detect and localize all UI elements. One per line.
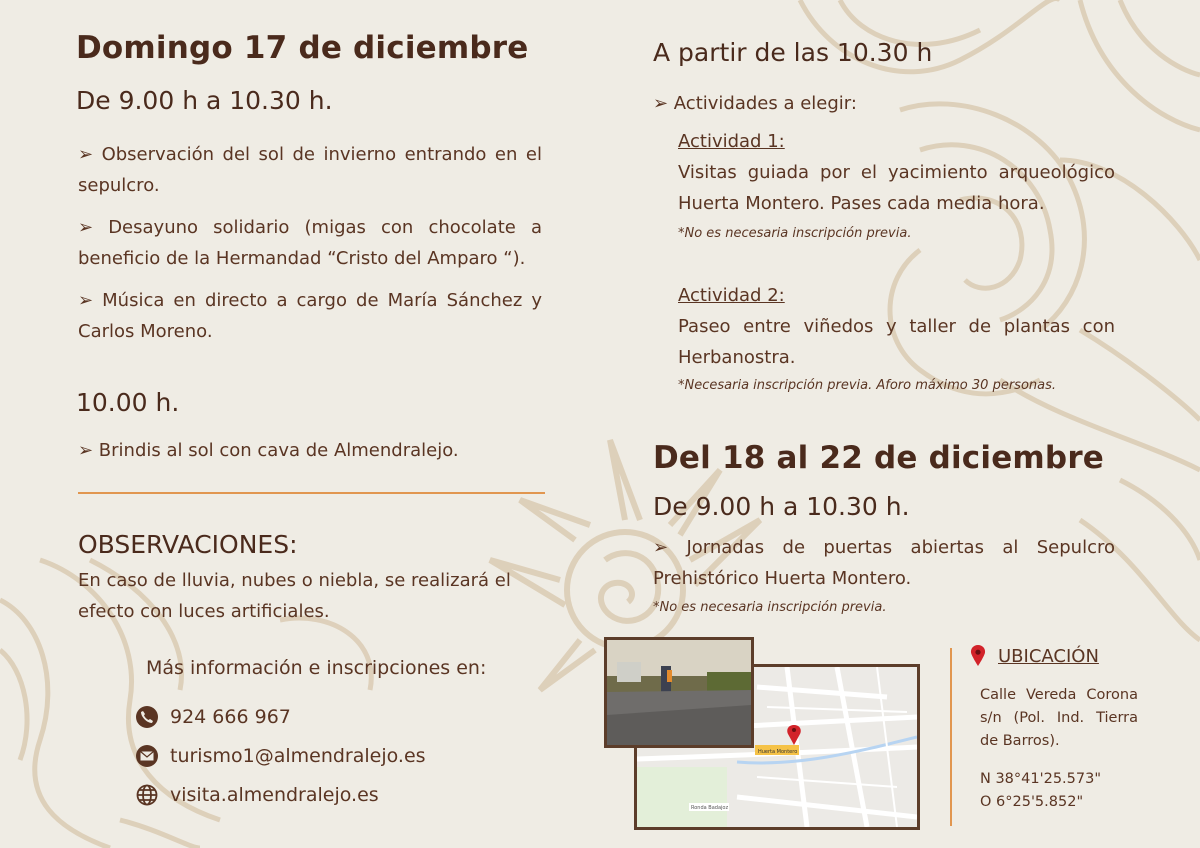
location-address: Calle Vereda Corona s/n (Pol. Ind. Tierra de Barros). [980,687,1138,749]
open-days-text: ➢ Jornadas de puertas abiertas al Sepulcro Prehistórico Huerta Montero. [653,537,1115,589]
activity-2-note: *Necesaria inscripción previa. Aforo máximo 30 personas. [678,378,1057,393]
contact-email[interactable] [136,745,426,767]
activity-2-title: Actividad 2: [678,285,785,306]
observations-text: En caso de lluvia, nubes o niebla, se realizará el efecto con luces artificiales. [78,570,511,622]
phone-number[interactable]: 924 666 967 [170,706,291,728]
left-time-2: 10.00 h. [76,388,180,417]
phone-icon [136,706,158,728]
divider [78,492,545,494]
location-pin-icon [970,645,986,667]
map-road-label: Ronda Badajoz [691,805,729,811]
activity-1-note: *No es necesaria inscripción previa. [678,226,912,241]
list-item: ➢ Observación del sol de invierno entrando en el sepulcro. [78,144,542,196]
activities-intro: ➢ Actividades a elegir: [653,93,857,114]
activity-1-text: Visitas guiada por el yacimiento arqueológico Huerta Montero. Pases cada media hora. [678,162,1115,214]
left-time: De 9.00 h a 10.30 h. [76,86,333,115]
mail-icon [136,745,158,767]
location-longitude: O 6°25'5.852" [980,794,1084,810]
right-time-2: De 9.00 h a 10.30 h. [653,492,910,521]
location-divider [950,648,952,826]
contact-phone[interactable] [136,706,291,728]
location-title: UBICACIÓN [998,645,1099,667]
activity-2-text: Paseo entre viñedos y taller de plantas con Herbanostra. [678,316,1115,368]
location-latitude: N 38°41'25.573" [980,771,1101,787]
right-title-2: Del 18 al 22 de diciembre [653,440,1105,476]
site-photo [604,637,754,748]
map-marker-label: Huerta Montero [758,749,798,755]
left-title: Domingo 17 de diciembre [76,30,529,66]
right-time: A partir de las 10.30 h [653,38,933,67]
email-link[interactable]: turismo1@almendralejo.es [170,745,426,767]
activity-1-title: Actividad 1: [678,131,785,152]
list-item: ➢ Desayuno solidario (migas con chocolate a beneficio de la Hermandad “Cristo del Amparo “). [78,217,542,269]
info-title: Más información e inscripciones en: [146,657,487,679]
list-item: ➢ Música en directo a cargo de María Sánchez y Carlos Moreno. [78,290,542,342]
list-item: ➢ Brindis al sol con cava de Almendralejo. [78,440,459,461]
observations-title: OBSERVACIONES: [78,530,298,559]
location-heading [970,645,1099,667]
globe-icon [136,784,158,806]
open-days-note: *No es necesaria inscripción previa. [653,600,887,615]
contact-web[interactable] [136,784,379,806]
web-link[interactable]: visita.almendralejo.es [170,784,379,806]
